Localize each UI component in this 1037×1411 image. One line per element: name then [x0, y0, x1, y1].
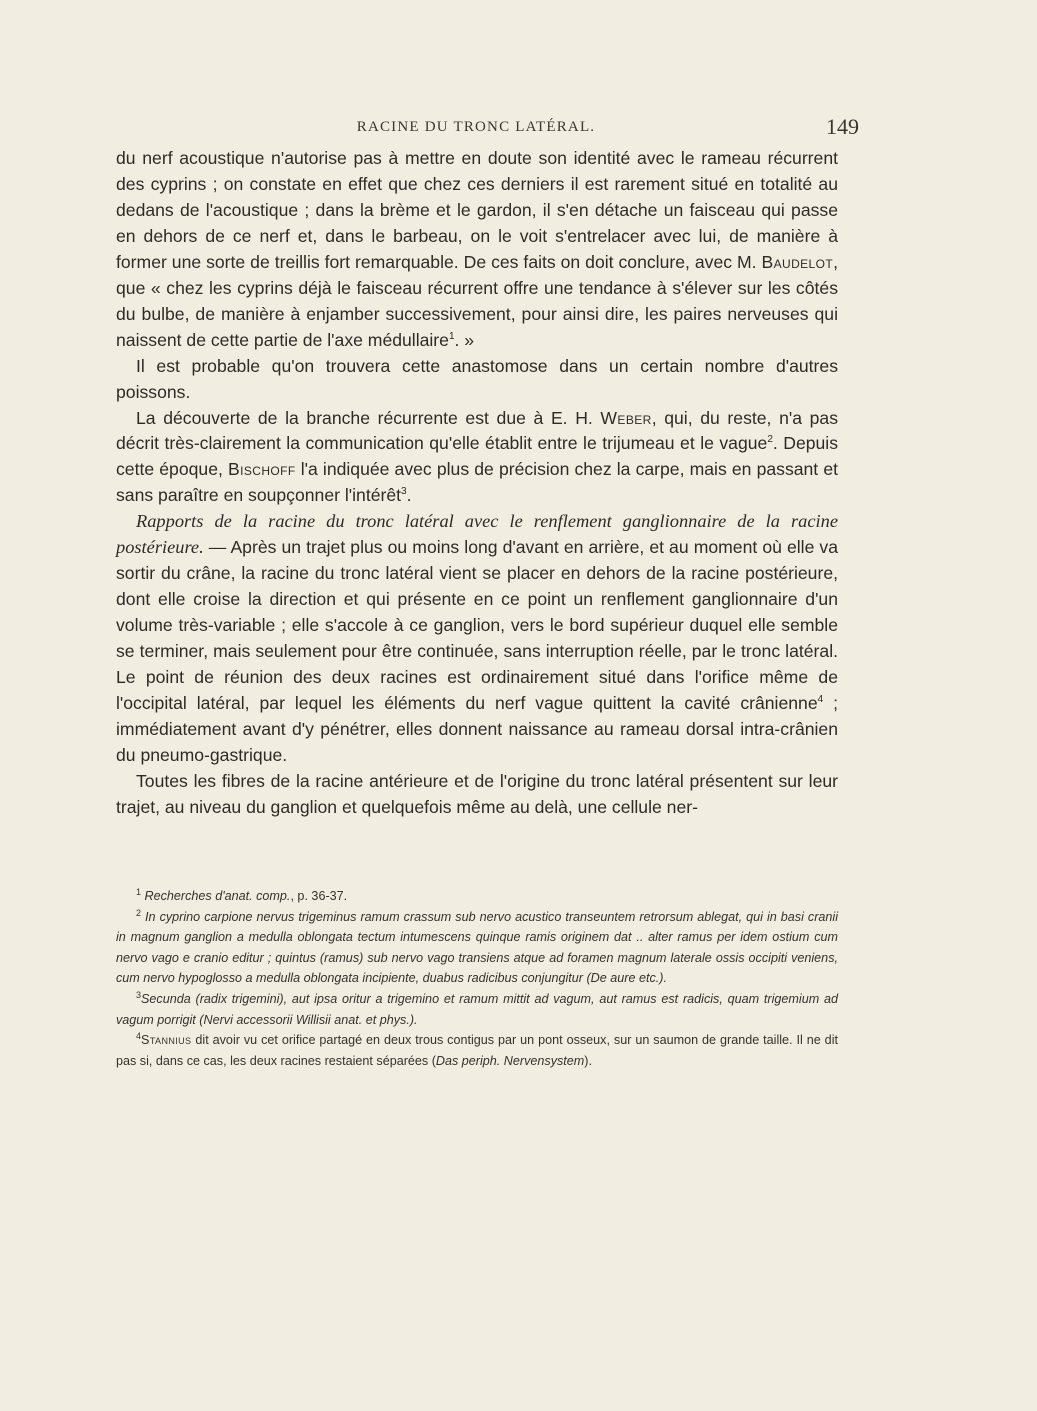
footnote-4: $^4$Stannius dit avoir vu cet orifice partagé en deux trous contigus par un pont osseux, sur un saumon de grande taille. Il ne dit pas si, dans ce cas, les deux racines restaient séparées (Das periph. Nervensystem).: [116, 1030, 838, 1068]
author-name: Weber: [600, 407, 652, 428]
author-name: Stannius: [141, 1033, 192, 1048]
section-heading: Rapports de la racine du tronc latéral avec le renflement ganglionnaire de la racine postérieure.: [116, 511, 838, 558]
footnote-ref[interactable]: 4: [817, 694, 824, 706]
paragraph-4: Rapports de la racine du tronc latéral avec le renflement ganglionnaire de la racine postérieure. — Après un trajet plus ou moins long d'avant en arrière, et au moment où elle va sortir du crâne, la racine du tronc latéral vient se placer en dehors de la racine postérieure, dont elle croise la direction et qui présente en ce point un renflement ganglionnaire d'un volume très-variable ; elle s'accole à ce ganglion, vers le bord supérieur duquel elle semble se terminer, mais seulement pour être continuée, sans interruption réelle, par le tronc latéral. Le point de réunion des deux racines est ordinairement situé dans l'orifice même de l'occipital latéral, par lequel les éléments du nerf vague quittent la cavité crânienne$^4$ ; immédiatement avant d'y pénétrer, elles donnent naissance au rameau dorsal intra-crânien du pneumo-gastrique.: [116, 511, 838, 765]
paragraph-3: La découverte de la branche récurrente est due à E. H. Weber, qui, du reste, n'a pas décrit très-clairement la communication qu'elle établit entre le trijumeau et le vague$^2$. Depuis cette époque, Bischoff l'a indiquée avec plus de précision chez la carpe, mais en passant et sans paraître en soupçonner l'intérêt$^3$.: [116, 407, 839, 506]
paragraph-1: du nerf acoustique n'autorise pas à mettre en doute son identité avec le rameau récurrent des cyprins ; on constate en effet que chez ces derniers il est rarement situé en totalité au dedans de l'acoustique ; dans la brème et le gardon, il s'en détache un faisceau qui passe en dehors de ce nerf et, dans le barbeau, on le voit s'entrelacer avec lui, de manière à former une sorte de treillis fort remarquable. De ces faits on doit conclure, avec M. Baudelot, que « chez les cyprins déjà le faisceau récurrent offre une tendance à s'élever sur les côtés du bulbe, de manière à enjamber successivement, pour ainsi dire, les paires nerveuses qui naissent de cette partie de l'axe médullaire$^1$. »: [116, 148, 838, 350]
footnote-ref[interactable]: 3: [401, 486, 407, 498]
footnote-3: $^3$Secunda (radix trigemini), aut ipsa oritur a trigemino et ramum mittit ad vagum, aut ramus est radicis, quam trigemium ad vagum porrigit (Nervi accessorii Willisii anat. et phys.).: [116, 989, 838, 1027]
footnotes: [116, 886, 838, 1071]
body-text: [116, 146, 838, 821]
page-number: 149: [826, 114, 859, 139]
footnote-2: $^2$ In cyprino carpione nervus trigeminus ramum crassum sub nervo acustico transeuntem retrorsum ablegat, qui in basi cranii in magnum ganglion a medulla oblongata tectum intumescens quinque ramis originem dat .. alter ramus per idem ostium cum nervo vago e cranio editur ; quintus (ramus) sub nervo vago transiens atque ad foramen magnum laterale ossis occipiti veniens, cum nervo hypoglosso a medulla oblongata incipiente, duabus radicibus conjungitur (De aure etc.).: [116, 907, 838, 986]
author-name: Baudelot: [761, 251, 834, 272]
author-name: Bischoff: [228, 459, 296, 480]
footnote-1: $^1$ Recherches d'anat. comp., p. 36-37.: [136, 886, 348, 903]
paragraph-5: Toutes les fibres de la racine antérieure et de l'origine du tronc latéral présentent sur leur trajet, au niveau du ganglion et quelquefois même au delà, une cellule ner-: [116, 770, 838, 817]
footnote-ref[interactable]: 2: [767, 434, 773, 446]
running-head: RACINE DU TRONC LATÉRAL.: [356, 119, 596, 135]
paragraph-2: Il est probable qu'on trouvera cette anastomose dans un certain nombre d'autres poissons.: [116, 355, 838, 402]
footnote-ref[interactable]: 1: [448, 330, 455, 342]
